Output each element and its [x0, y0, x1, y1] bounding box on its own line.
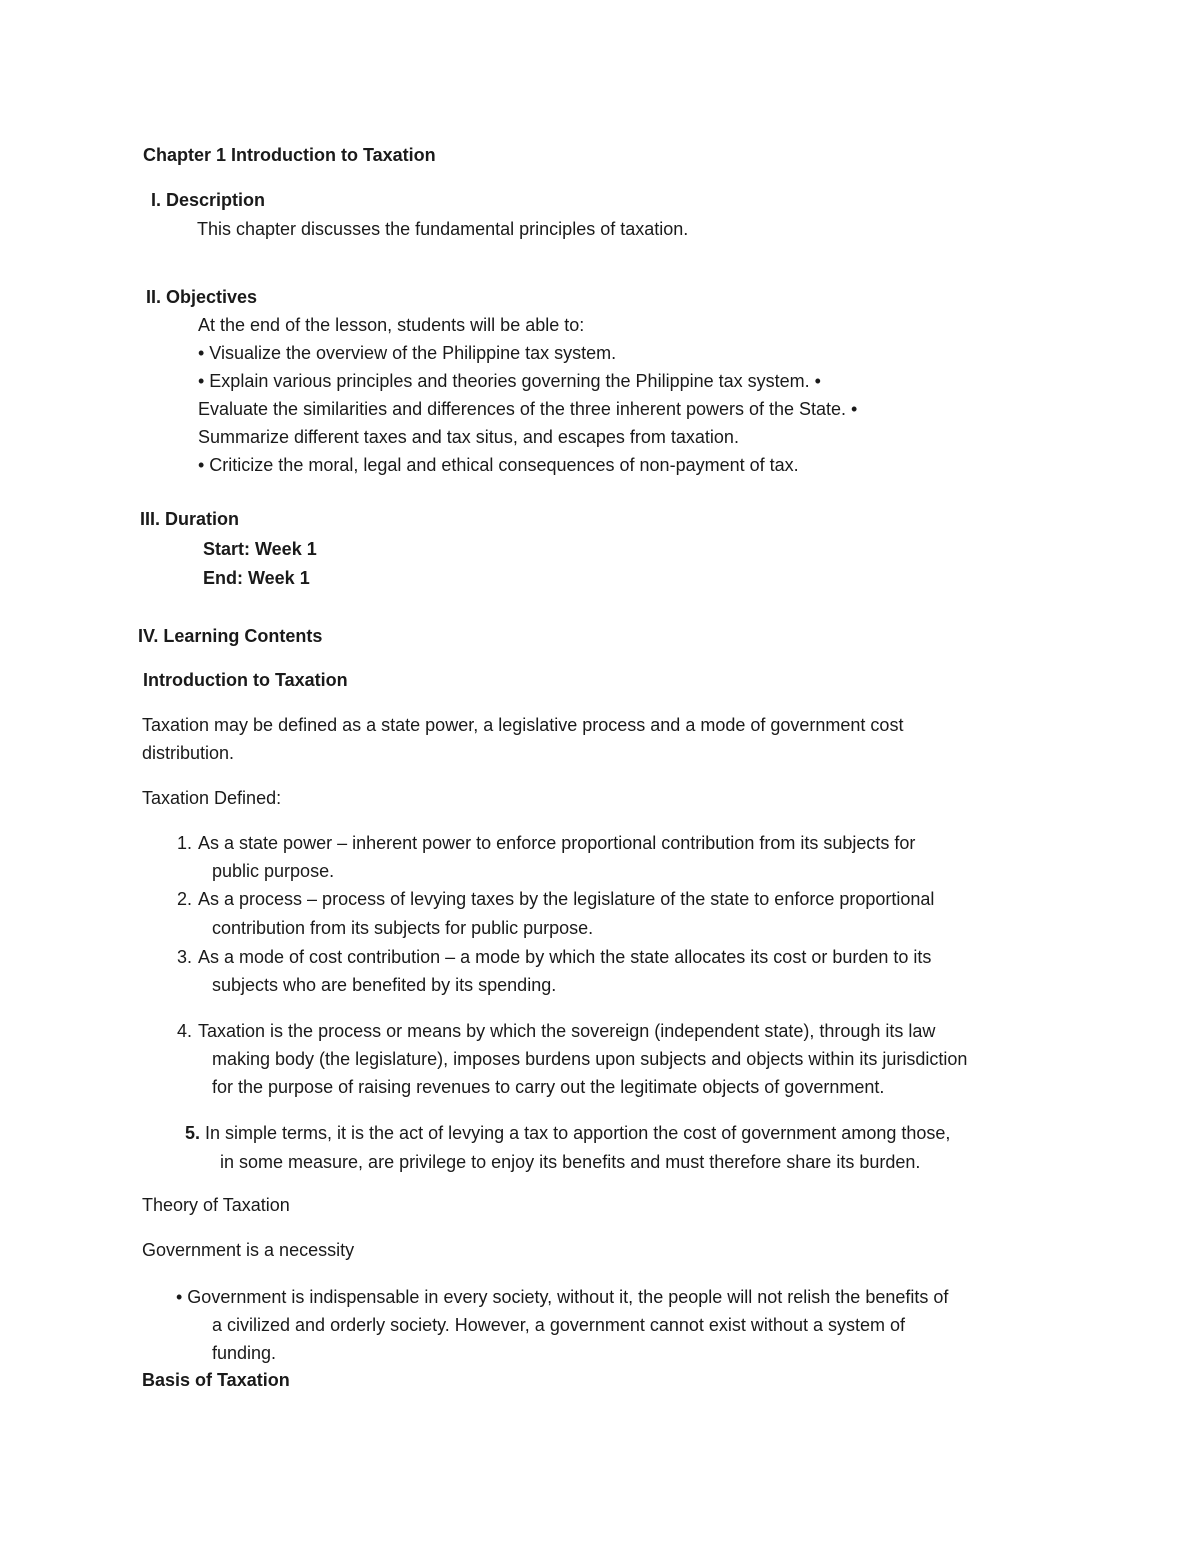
description-text: This chapter discusses the fundamental principles of taxation. [197, 219, 689, 239]
theory-heading: Theory of Taxation [142, 1195, 290, 1215]
taxation-defined-label: Taxation Defined: [142, 788, 282, 808]
necessity-heading: Government is a necessity [142, 1240, 355, 1260]
necessity-line: • Government is indispensable in every society, without it, the people will not relish the benefits of [176, 1287, 949, 1307]
definition-number: 2. [177, 889, 193, 909]
definition-line: subjects who are benefited by its spending. [212, 975, 557, 995]
objectives-line: • Criticize the moral, legal and ethical consequences of non-payment of tax. [198, 455, 799, 475]
objectives-line: Evaluate the similarities and differences of the three inherent powers of the State. • [198, 399, 858, 419]
objectives-line: Summarize different taxes and tax situs, and escapes from taxation. [198, 427, 739, 447]
duration-heading: III. Duration [140, 509, 239, 529]
section-subheading: Introduction to Taxation [143, 670, 348, 690]
definition-line: As a mode of cost contribution – a mode by which the state allocates its cost or burden to its [198, 947, 932, 967]
duration-end: End: Week 1 [203, 568, 310, 588]
basis-heading: Basis of Taxation [142, 1370, 290, 1390]
chapter-title: Chapter 1 Introduction to Taxation [143, 145, 436, 165]
objectives-line: At the end of the lesson, students will be able to: [198, 315, 585, 335]
duration-start: Start: Week 1 [203, 539, 317, 559]
definition-line: As a state power – inherent power to enforce proportional contribution from its subjects for [198, 833, 916, 853]
definition-line: public purpose. [212, 861, 335, 881]
definition-number: 3. [177, 947, 193, 967]
definition-line: Taxation is the process or means by which the sovereign (independent state), through its law [198, 1021, 936, 1041]
objectives-line: • Visualize the overview of the Philippine tax system. [198, 343, 617, 363]
intro-line: distribution. [142, 743, 235, 763]
definition-number: 5. [185, 1123, 201, 1143]
objectives-line: • Explain various principles and theories governing the Philippine tax system. • [198, 371, 821, 391]
description-heading: I. Description [151, 190, 266, 210]
necessity-line: a civilized and orderly society. However, a government cannot exist without a system of [212, 1315, 905, 1335]
definition-line: for the purpose of raising revenues to carry out the legitimate objects of government. [212, 1077, 885, 1097]
intro-line: Taxation may be defined as a state power, a legislative process and a mode of government cost [142, 715, 904, 735]
definition-line: In simple terms, it is the act of levying a tax to apportion the cost of government among those, [205, 1123, 951, 1143]
definition-number: 4. [177, 1021, 193, 1041]
definition-line: contribution from its subjects for public purpose. [212, 918, 594, 938]
definition-number: 1. [177, 833, 193, 853]
definition-line: As a process – process of levying taxes by the legislature of the state to enforce proportional [198, 889, 935, 909]
objectives-heading: II. Objectives [146, 287, 258, 307]
learning-contents-heading: IV. Learning Contents [138, 626, 323, 646]
definition-line: in some measure, are privilege to enjoy its benefits and must therefore share its burden. [220, 1152, 921, 1172]
necessity-line: funding. [212, 1343, 277, 1363]
definition-line: making body (the legislature), imposes burdens upon subjects and objects within its jurisdiction [212, 1049, 968, 1069]
